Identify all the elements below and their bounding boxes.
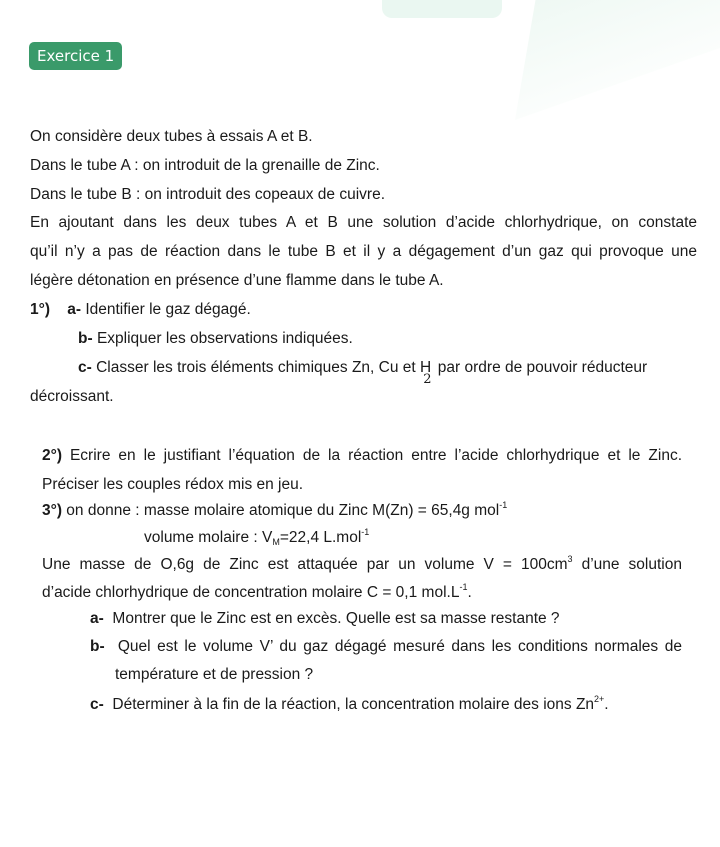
superscript: -1 [459, 582, 468, 592]
question-text: par ordre de pouvoir réducteur [437, 359, 648, 376]
question-text: Identifier le gaz dégagé. [85, 301, 251, 318]
intro-line: Dans le tube A : on introduit de la grenaille de Zinc. [30, 157, 380, 174]
question-text: on donne : masse molaire atomique du Zinc M(Zn) = 65,4g mol [66, 502, 500, 519]
question-text: =22,4 L.mol [279, 529, 362, 546]
item-label: c- [90, 696, 104, 713]
handwritten-subscript: 2 [423, 372, 432, 387]
question-text: . [604, 696, 609, 713]
question-text: Quel est le volume V’ du gaz dégagé mesuré dans les conditions normales de [117, 638, 682, 655]
question-text: d’une solution [572, 556, 682, 573]
intro-line: légère détonation en présence d’une flamme dans le tube A. [30, 272, 444, 289]
intro-line: On considère deux tubes à essais A et B. [30, 128, 313, 145]
question-3-line4 [42, 583, 472, 603]
question-text: Classer les trois éléments chimiques Zn, Cu et H [96, 359, 432, 376]
exercise-badge: Exercice 1 [29, 42, 122, 70]
question-1c-cont: décroissant. [30, 388, 114, 405]
item-label: a- [67, 301, 82, 318]
question-3a [90, 609, 560, 629]
item-label: b- [78, 330, 93, 347]
question-text: d’acide chlorhydrique de concentration molaire C = 0,1 mol.L [42, 584, 460, 601]
question-3-line3 [42, 555, 682, 575]
superscript: -1 [499, 500, 508, 510]
item-label: a- [90, 610, 104, 627]
superscript: 2+ [594, 694, 605, 704]
question-number: 1°) [30, 301, 50, 318]
question-3b [90, 637, 682, 657]
question-3b-cont: température et de pression ? [115, 666, 314, 683]
question-1a [30, 300, 251, 320]
intro-line: Dans le tube B : on introduit des copeaux de cuivre. [30, 186, 385, 203]
question-3c [90, 695, 609, 715]
intro-line: qu’il n’y a pas de réaction dans le tube B et il y a dégagement d’un gaz qui provoque une [30, 243, 697, 260]
question-text: volume molaire : V [144, 529, 273, 546]
decorative-shape [382, 0, 502, 18]
superscript: 3 [567, 554, 573, 564]
question-3 [42, 501, 507, 521]
question-1b [78, 329, 353, 349]
intro-line: En ajoutant dans les deux tubes A et B une solution d’acide chlorhydrique, on constate [30, 214, 697, 231]
superscript: -1 [361, 527, 370, 537]
question-2-line2: Préciser les couples rédox mis en jeu. [42, 476, 304, 493]
item-label: b- [90, 638, 105, 655]
item-label: c- [78, 359, 92, 376]
question-text: Expliquer les observations indiquées. [96, 330, 353, 347]
question-text: Ecrire en le justifiant l’équation de la réaction entre l’acide chlorhydrique et le Zinc. [69, 447, 682, 464]
question-1c [78, 358, 648, 387]
question-text: Une masse de O,6g de Zinc est attaquée par un volume V = 100cm [42, 556, 568, 573]
question-number: 2°) [42, 447, 62, 464]
subscript: M [272, 537, 280, 547]
question-3-line2 [144, 528, 369, 548]
decorative-shape [515, 0, 720, 120]
question-2 [42, 446, 682, 466]
question-text: . [467, 584, 472, 601]
question-text: Déterminer à la fin de la réaction, la concentration molaire des ions Zn [112, 696, 595, 713]
question-text: Montrer que le Zinc est en excès. Quelle est sa masse restante ? [112, 610, 560, 627]
question-number: 3°) [42, 502, 62, 519]
